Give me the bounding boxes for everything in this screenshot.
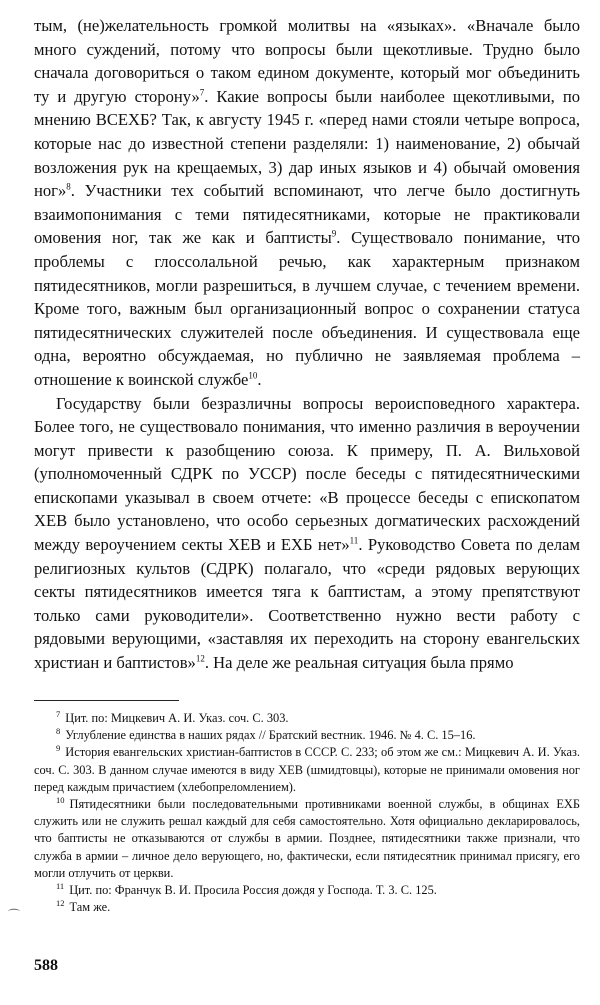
footnote-ref: 9	[331, 228, 337, 239]
footnote	[34, 899, 580, 916]
footnote-text: Цит. по: Франчук В. И. Просила Россия дождя у Господа. Т. 3. С. 125.	[69, 883, 437, 898]
page-number: 588	[34, 957, 58, 974]
footnote-ref: 11	[349, 535, 359, 546]
footnote	[34, 744, 580, 796]
main-text	[34, 14, 580, 675]
footnote-text: История евангельских христиан-баптистов в СССР. С. 233; об этом же см.: Мицкевич А. И. Указ. соч. С. 303. В данном случае имеются в виду ХЕВ (шмидтовцы), которые не принимали омовения ног перед каждым причастием (хлебопреломлением).	[34, 745, 580, 794]
footnote-number: 12	[56, 898, 65, 909]
footnote-ref: 7	[199, 87, 205, 98]
footnote	[34, 882, 580, 899]
text-segment: . Существовало понимание, что проблемы с глоссолальной речью, как характерным признаком пятидесятников, могли разрешиться, в лучшем случае, с течением времени. Кроме того, важным был организационный вопрос о сохранении статуса пятидесятнических служителей после объединения. И существовала еще одна, вероятно обсуждаемая, но публично не заявляемая проблема – отношение к воинской службе	[34, 228, 580, 389]
footnote-number: 9	[56, 743, 61, 754]
footnote-ref: 12	[195, 653, 205, 664]
paragraph	[34, 14, 580, 392]
footnote-ref: 10	[248, 370, 258, 381]
paragraph	[34, 392, 580, 675]
text-segment: . Руководство Совета по делам религиозных культов (СДРК) полагало, что «среди рядовых верующих секты пятидесятников имеется тяга к баптистам, а этому препятствуют только сами руководители». Соответственно нужно вести работу с рядовыми верующими, «заставляя их переходить на сторону евангельских христиан и баптистов»	[34, 535, 580, 673]
text-segment: Государству были безразличны вопросы вероисповедного характера. Более того, не существовало понимания, что именно различия в вероучении могут привести к разобщению союза. К примеру, П. А. Вильховой (уполномоченный СДРК по УССР) после беседы с пятидесятническими епископами указывал в своем отчете: «В процессе беседы с епископатом ХЕВ было установлено, что особо серьезных догматических расхождений между вероучением секты ХЕВ и ЕХБ нет»	[34, 393, 580, 555]
footnote	[34, 727, 580, 744]
text-segment: тым, (не)желательность громкой молитвы на «языках». «Вначале было много суждений, потому что вопросы были щекотливые. Трудно было сначала договориться о таком едином документе, который мог объединить ту и другую сторону»	[34, 16, 580, 106]
footnote	[34, 796, 580, 882]
footnote-text: Там же.	[69, 900, 111, 915]
footnote-text: Углубление единства в наших рядах // Братский вестник. 1946. № 4. С. 15–16.	[65, 728, 476, 743]
text-segment: .	[257, 369, 262, 389]
footnote-number: 8	[56, 726, 61, 737]
footnotes	[34, 710, 580, 916]
footnote-number: 10	[56, 794, 65, 805]
footnote-number: 11	[56, 880, 65, 891]
text-segment: . Участники тех событий вспоминают, что легче было достигнуть взаимопонимания с теми пятидесятниками, которые не практиковали омовения ног, так же как и баптисты	[34, 181, 580, 248]
text-segment: . Какие вопросы были наиболее щекотливыми, по мнению ВСЕХБ? Так, к августу 1945 г. «перед нами стояли четыре вопроса, которые нас до известной степени разделяли: 1) наименование, 2) обычай возложения рук на крещаемых, 3) дар иных языков и 4) обычай омовения ног»	[34, 86, 580, 201]
footnote-ref: 8	[66, 181, 71, 192]
pencil-mark: ⌒	[8, 908, 21, 922]
footnote-text: Цит. по: Мицкевич А. И. Указ. соч. С. 303.	[65, 711, 289, 725]
footnote	[34, 710, 580, 727]
footnote-text: Пятидесятники были последовательными противниками военной службы, в общинах ЕХБ служить или не служить решал каждый для себя самостоятельно. Хотя официально декларировалось, что баптисты не отказываются от службы в армии. Позднее, пятидесятники также признали, что служба в армии – личное дело верующего, но, фактически, если пятидесятник принимал присягу, его могли отлучить от церкви.	[34, 797, 580, 880]
footnote-number: 7	[56, 708, 61, 719]
footnote-divider	[34, 700, 179, 701]
text-segment: . На деле же реальная ситуация была прямо	[204, 653, 514, 673]
